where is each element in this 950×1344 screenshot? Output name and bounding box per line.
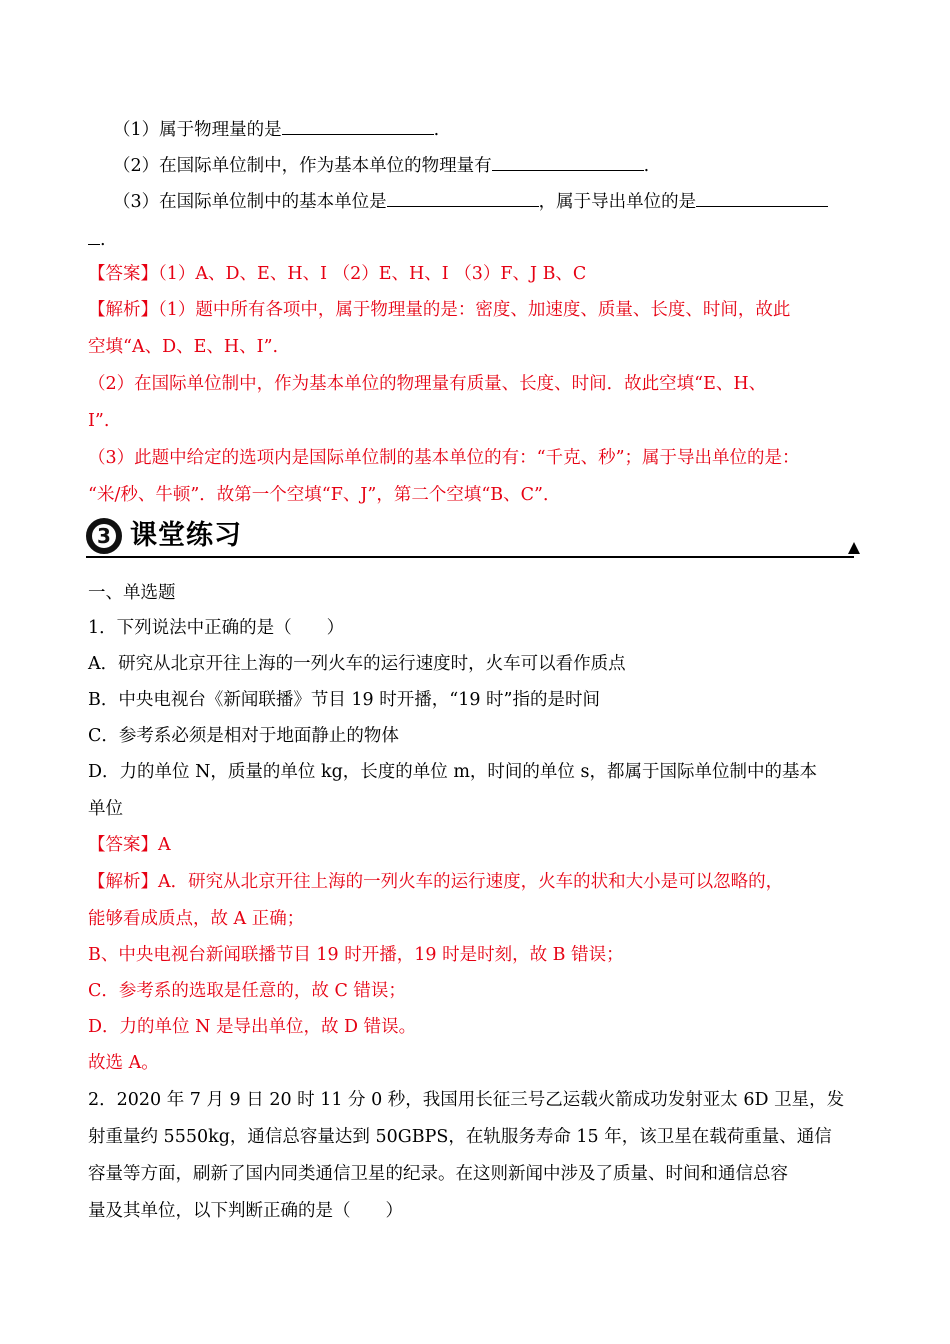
analysis-line: C．参考系的选取是任意的，故 C 错误； xyxy=(88,981,406,1001)
section-divider xyxy=(86,556,854,558)
answer-label: 【答案】 xyxy=(88,835,158,855)
analysis-line: 空填“A、D、E、H、I”. xyxy=(88,337,279,357)
option-a: A．研究从北京开往上海的一列火车的运行速度时，火车可以看作质点 xyxy=(88,654,626,674)
conclusion-line: 故选 A。 xyxy=(88,1053,159,1073)
analysis-line: （2）在国际单位制中，作为基本单位的物理量有质量、长度、时间．故此空填“E、H、 xyxy=(88,374,767,394)
answer-blank xyxy=(696,188,828,207)
answer-blank xyxy=(492,152,644,171)
analysis-text: （1）题中所有各项中，属于物理量的是：密度、加速度、质量、长度、时间，故此 xyxy=(158,300,791,320)
question-part-3-text: （3）在国际单位制中的基本单位是 xyxy=(113,192,387,212)
analysis-label: 【解析】 xyxy=(88,300,158,320)
question-stem: 1．下列说法中正确的是（ ） xyxy=(88,618,345,638)
question-part-3-continuation xyxy=(88,226,868,252)
question-part-1-suffix: . xyxy=(433,120,440,140)
question-part-2-text: （2）在国际单位制中，作为基本单位的物理量有 xyxy=(113,156,492,176)
question-part-1-text: （1）属于物理量的是 xyxy=(113,120,282,140)
option-d: D．力的单位 N，质量的单位 kg，长度的单位 m，时间的单位 s，都属于国际单位制中的基本 xyxy=(88,762,817,782)
answer-blank xyxy=(282,116,434,135)
answer-label: 【答案】 xyxy=(88,264,158,284)
analysis-line: B、中央电视台新闻联播节目 19 时开播，19 时是时刻，故 B 错误； xyxy=(88,945,624,965)
option-b: B．中央电视台《新闻联播》节目 19 时开播，“19 时”指的是时间 xyxy=(88,690,600,710)
question-part-1 xyxy=(113,116,893,142)
question-2-stem: 射重量约 5550kg，通信总容量达到 50GBPS，在轨服务寿命 15 年，该卫星在载荷重量、通信 xyxy=(88,1127,832,1147)
analysis-line xyxy=(88,870,868,894)
part-heading: 一、单选题 xyxy=(88,583,176,603)
answer-blank xyxy=(387,188,539,207)
question-part-3-tail: . xyxy=(100,230,106,250)
analysis-line: 能够看成质点，故 A 正确； xyxy=(88,909,305,929)
question-part-3 xyxy=(113,188,893,214)
option-d-continuation: 单位 xyxy=(88,799,123,819)
answer-text: A xyxy=(158,835,171,855)
answer-blank xyxy=(88,226,100,245)
section-header xyxy=(86,516,866,558)
section-number: 3 xyxy=(92,524,116,548)
analysis-line: I”. xyxy=(88,411,110,431)
triangle-marker-icon xyxy=(848,542,860,554)
option-c: C．参考系必须是相对于地面静止的物体 xyxy=(88,726,399,746)
analysis-line: D．力的单位 N 是导出单位，故 D 错误。 xyxy=(88,1017,417,1037)
answer-text: （1）A、D、E、H、I （2）E、H、I （3）F、J B、C xyxy=(158,264,587,284)
section-title: 课堂练习 xyxy=(130,520,242,551)
analysis-label: 【解析】 xyxy=(88,872,158,892)
section-number-badge xyxy=(86,518,122,554)
question-2-stem: 2．2020 年 7 月 9 日 20 时 11 分 0 秒，我国用长征三号乙运载火箭成功发射亚太 6D 卫星，发 xyxy=(88,1090,845,1110)
question-2-stem: 量及其单位，以下判断正确的是（ ） xyxy=(88,1201,403,1221)
answer-line xyxy=(88,833,868,857)
analysis-line xyxy=(88,298,868,322)
analysis-line: “米/秒、牛顿”．故第一个空填“F、J”，第二个空填“B、C”． xyxy=(88,485,561,505)
question-2-stem: 容量等方面，刷新了国内同类通信卫星的纪录。在这则新闻中涉及了质量、时间和通信总容 xyxy=(88,1164,788,1184)
analysis-text: A．研究从北京开往上海的一列火车的运行速度，火车的状和大小是可以忽略的， xyxy=(158,872,784,892)
answer-line xyxy=(88,262,868,286)
question-part-2-suffix: . xyxy=(643,156,650,176)
analysis-line: （3）此题中给定的选项内是国际单位制的基本单位的有：“千克、秒”；属于导出单位的是： xyxy=(88,448,800,468)
question-part-3-mid: ，属于导出单位的是 xyxy=(538,192,697,212)
question-part-2 xyxy=(113,152,893,178)
